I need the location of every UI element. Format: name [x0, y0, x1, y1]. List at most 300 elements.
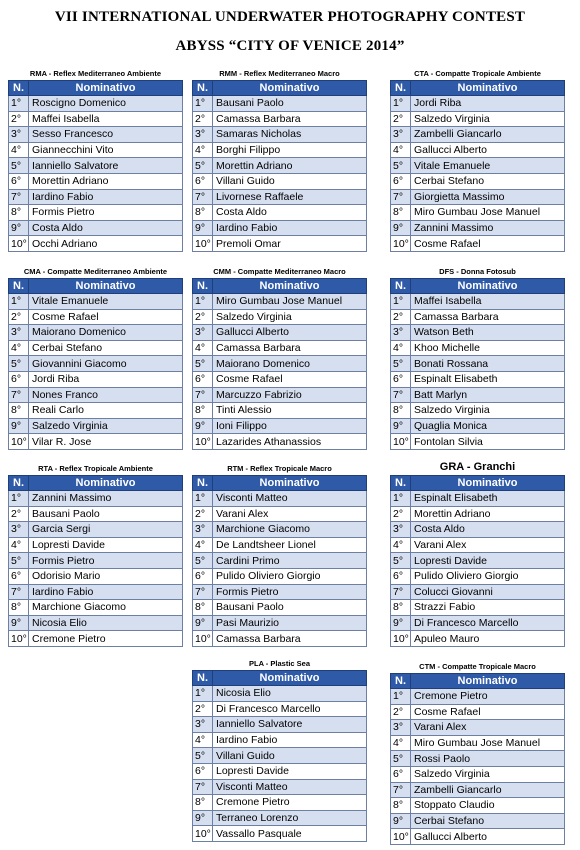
column-header-name: Nominativo	[411, 674, 565, 689]
rank-cell: 2°	[391, 704, 411, 720]
table-row	[9, 158, 183, 174]
table-row	[391, 158, 565, 174]
table-row	[193, 387, 367, 403]
name-cell: Reali Carlo	[29, 403, 183, 419]
name-cell: Ioni Filippo	[213, 418, 367, 434]
name-cell: Lopresti Davide	[411, 553, 565, 569]
table-row	[391, 720, 565, 736]
table-row	[193, 615, 367, 631]
rank-cell: 7°	[193, 189, 213, 205]
rank-cell: 9°	[9, 615, 29, 631]
rank-cell: 5°	[9, 356, 29, 372]
name-cell: Vilar R. Jose	[29, 434, 183, 450]
rank-cell: 3°	[391, 522, 411, 538]
table-row	[391, 506, 565, 522]
name-cell: Jordi Riba	[29, 371, 183, 387]
column-header-name: Nominativo	[213, 279, 367, 294]
rank-cell: 6°	[193, 763, 213, 779]
table-row	[193, 686, 367, 702]
ranking-table	[192, 278, 367, 450]
table-row	[391, 371, 565, 387]
ranking-table	[192, 475, 367, 647]
table-row	[193, 236, 367, 252]
name-cell: Giannecchini Vito	[29, 142, 183, 158]
table-row	[391, 220, 565, 236]
table-row	[193, 631, 367, 647]
table-row	[391, 309, 565, 325]
table-row	[9, 387, 183, 403]
table-row	[193, 701, 367, 717]
name-cell: Pulido Oliviero Giorgio	[411, 568, 565, 584]
category-caption: PLA - Plastic Sea	[249, 659, 310, 668]
name-cell: Pulido Oliviero Giorgio	[213, 568, 367, 584]
column-header-name: Nominativo	[411, 476, 565, 491]
column-header-name: Nominativo	[411, 81, 565, 96]
table-row	[391, 631, 565, 647]
rank-cell: 4°	[9, 537, 29, 553]
table-row	[193, 826, 367, 842]
table-row	[391, 205, 565, 221]
name-cell: Cosme Rafael	[411, 704, 565, 720]
name-cell: Camassa Barbara	[411, 309, 565, 325]
table-row	[391, 782, 565, 798]
table-row	[193, 810, 367, 826]
column-header-rank: N.	[193, 81, 213, 96]
column-header-name: Nominativo	[29, 81, 183, 96]
table-row	[9, 236, 183, 252]
name-cell: Camassa Barbara	[213, 340, 367, 356]
table-row	[9, 434, 183, 450]
table-row	[9, 220, 183, 236]
rank-cell: 6°	[391, 568, 411, 584]
name-cell: Morettin Adriano	[213, 158, 367, 174]
rank-cell: 9°	[193, 810, 213, 826]
column-header-name: Nominativo	[29, 476, 183, 491]
column-header-rank: N.	[391, 476, 411, 491]
table-row	[9, 615, 183, 631]
name-cell: Maiorano Domenico	[29, 325, 183, 341]
rank-cell: 3°	[193, 127, 213, 143]
name-cell: Giovannini Giacomo	[29, 356, 183, 372]
table-row	[193, 763, 367, 779]
table-row	[193, 418, 367, 434]
column-header-name: Nominativo	[29, 279, 183, 294]
rank-cell: 1°	[391, 294, 411, 310]
name-cell: Ianniello Salvatore	[29, 158, 183, 174]
rank-cell: 3°	[9, 127, 29, 143]
name-cell: Cardini Primo	[213, 553, 367, 569]
column-header-name: Nominativo	[213, 81, 367, 96]
table-row	[9, 127, 183, 143]
name-cell: Maffei Isabella	[29, 111, 183, 127]
name-cell: Rossi Paolo	[411, 751, 565, 767]
rank-cell: 2°	[9, 506, 29, 522]
table-row	[391, 142, 565, 158]
name-cell: Vitale Emanuele	[411, 158, 565, 174]
rank-cell: 7°	[193, 584, 213, 600]
rank-cell: 9°	[391, 220, 411, 236]
table-row	[193, 491, 367, 507]
name-cell: Maiorano Domenico	[213, 356, 367, 372]
name-cell: Salzedo Virginia	[29, 418, 183, 434]
table-row	[193, 205, 367, 221]
rank-cell: 3°	[193, 717, 213, 733]
rank-cell: 10°	[9, 631, 29, 647]
name-cell: Cremone Pietro	[411, 689, 565, 705]
name-cell: Camassa Barbara	[213, 111, 367, 127]
table-row	[391, 418, 565, 434]
rank-cell: 10°	[391, 434, 411, 450]
rank-cell: 10°	[193, 631, 213, 647]
table-row	[9, 189, 183, 205]
table-row	[9, 553, 183, 569]
name-cell: Tinti Alessio	[213, 403, 367, 419]
table-row	[391, 829, 565, 845]
name-cell: Samaras Nicholas	[213, 127, 367, 143]
rank-cell: 7°	[193, 387, 213, 403]
name-cell: Villani Guido	[213, 173, 367, 189]
table-row	[193, 294, 367, 310]
table-row	[391, 615, 565, 631]
name-cell: Formis Pietro	[29, 205, 183, 221]
rank-cell: 1°	[193, 491, 213, 507]
name-cell: Salzedo Virginia	[213, 309, 367, 325]
table-row	[193, 568, 367, 584]
name-cell: Bausani Paolo	[213, 96, 367, 112]
table-row	[9, 506, 183, 522]
name-cell: Gallucci Alberto	[213, 325, 367, 341]
table-row	[9, 371, 183, 387]
name-cell: Salzedo Virginia	[411, 111, 565, 127]
table-row	[391, 600, 565, 616]
rank-cell: 2°	[9, 111, 29, 127]
table-row	[193, 356, 367, 372]
rank-cell: 8°	[9, 205, 29, 221]
name-cell: Zambelli Giancarlo	[411, 127, 565, 143]
rank-cell: 5°	[391, 553, 411, 569]
name-cell: Varani Alex	[213, 506, 367, 522]
name-cell: Lopresti Davide	[213, 763, 367, 779]
category-table-block	[8, 68, 183, 252]
name-cell: Strazzi Fabio	[411, 600, 565, 616]
ranking-table	[390, 278, 565, 450]
table-row	[391, 403, 565, 419]
rank-cell: 8°	[193, 795, 213, 811]
rank-cell: 1°	[9, 491, 29, 507]
rank-cell: 5°	[193, 748, 213, 764]
name-cell: Giorgietta Massimo	[411, 189, 565, 205]
name-cell: Bausani Paolo	[213, 600, 367, 616]
table-row	[9, 584, 183, 600]
table-row	[193, 173, 367, 189]
name-cell: Colucci Giovanni	[411, 584, 565, 600]
rank-cell: 5°	[391, 158, 411, 174]
name-cell: Gallucci Alberto	[411, 829, 565, 845]
ranking-table	[8, 278, 183, 450]
name-cell: Formis Pietro	[29, 553, 183, 569]
name-cell: Stoppato Claudio	[411, 798, 565, 814]
rank-cell: 2°	[391, 111, 411, 127]
rank-cell: 8°	[193, 600, 213, 616]
table-row	[391, 356, 565, 372]
rank-cell: 10°	[391, 829, 411, 845]
name-cell: Morettin Adriano	[29, 173, 183, 189]
category-caption: CMA - Compatte Mediterraneo Ambiente	[23, 267, 168, 276]
table-row	[193, 309, 367, 325]
table-row	[9, 537, 183, 553]
rank-cell: 9°	[193, 615, 213, 631]
rank-cell: 7°	[391, 782, 411, 798]
name-cell: Apuleo Mauro	[411, 631, 565, 647]
category-table-block	[390, 266, 565, 450]
rank-cell: 1°	[391, 491, 411, 507]
name-cell: Cerbai Stefano	[411, 813, 565, 829]
rank-cell: 4°	[391, 340, 411, 356]
column-header-rank: N.	[391, 674, 411, 689]
rank-cell: 5°	[9, 158, 29, 174]
rank-cell: 1°	[193, 294, 213, 310]
rank-cell: 9°	[193, 220, 213, 236]
table-row	[193, 553, 367, 569]
rank-cell: 7°	[9, 584, 29, 600]
name-cell: Di Francesco Marcello	[213, 701, 367, 717]
rank-cell: 3°	[391, 325, 411, 341]
category-caption: CMM - Compatte Mediterraneo Macro	[213, 267, 346, 276]
rank-cell: 4°	[193, 732, 213, 748]
rank-cell: 3°	[193, 325, 213, 341]
category-table-block	[192, 658, 367, 842]
name-cell: De Landtsheer Lionel	[213, 537, 367, 553]
rank-cell: 8°	[193, 205, 213, 221]
name-cell: Iardino Fabio	[213, 220, 367, 236]
table-row	[391, 704, 565, 720]
table-row	[391, 553, 565, 569]
table-row	[193, 325, 367, 341]
rank-cell: 8°	[391, 205, 411, 221]
category-caption: RMM - Reflex Mediterraneo Macro	[219, 69, 340, 78]
table-row	[391, 189, 565, 205]
name-cell: Terraneo Lorenzo	[213, 810, 367, 826]
name-cell: Occhi Adriano	[29, 236, 183, 252]
name-cell: Zambelli Giancarlo	[411, 782, 565, 798]
table-row	[391, 735, 565, 751]
table-row	[193, 732, 367, 748]
column-header-rank: N.	[193, 279, 213, 294]
table-row	[391, 340, 565, 356]
name-cell: Miro Gumbau Jose Manuel	[411, 205, 565, 221]
table-row	[193, 779, 367, 795]
rank-cell: 8°	[391, 798, 411, 814]
rank-cell: 5°	[9, 553, 29, 569]
category-table-block	[8, 463, 183, 647]
rank-cell: 7°	[391, 189, 411, 205]
column-header-rank: N.	[9, 279, 29, 294]
name-cell: Nicosia Elio	[29, 615, 183, 631]
name-cell: Costa Aldo	[411, 522, 565, 538]
rank-cell: 8°	[9, 403, 29, 419]
rank-cell: 5°	[391, 751, 411, 767]
name-cell: Formis Pietro	[213, 584, 367, 600]
name-cell: Morettin Adriano	[411, 506, 565, 522]
name-cell: Nicosia Elio	[213, 686, 367, 702]
name-cell: Odorisio Mario	[29, 568, 183, 584]
rank-cell: 1°	[391, 689, 411, 705]
name-cell: Fontolan Silvia	[411, 434, 565, 450]
category-table-block	[192, 463, 367, 647]
category-caption: CTA - Compatte Tropicale Ambiente	[414, 69, 541, 78]
table-row	[9, 173, 183, 189]
name-cell: Livornese Raffaele	[213, 189, 367, 205]
table-row	[193, 434, 367, 450]
rank-cell: 9°	[391, 418, 411, 434]
table-row	[9, 294, 183, 310]
rank-cell: 4°	[193, 142, 213, 158]
column-header-rank: N.	[193, 476, 213, 491]
table-row	[9, 522, 183, 538]
name-cell: Nones Franco	[29, 387, 183, 403]
name-cell: Batt Marlyn	[411, 387, 565, 403]
table-row	[391, 766, 565, 782]
name-cell: Ianniello Salvatore	[213, 717, 367, 733]
table-row	[9, 340, 183, 356]
name-cell: Lopresti Davide	[29, 537, 183, 553]
category-caption: GRA - Granchi	[439, 461, 516, 473]
rank-cell: 8°	[391, 600, 411, 616]
table-row	[193, 403, 367, 419]
rank-cell: 5°	[193, 158, 213, 174]
rank-cell: 3°	[391, 127, 411, 143]
name-cell: Cerbai Stefano	[29, 340, 183, 356]
category-table-block	[8, 266, 183, 450]
rank-cell: 1°	[193, 96, 213, 112]
rank-cell: 6°	[9, 173, 29, 189]
name-cell: Pasi Maurizio	[213, 615, 367, 631]
name-cell: Vassallo Pasquale	[213, 826, 367, 842]
rank-cell: 7°	[391, 584, 411, 600]
name-cell: Maffei Isabella	[411, 294, 565, 310]
category-table-block	[390, 463, 565, 647]
table-row	[9, 356, 183, 372]
rank-cell: 1°	[9, 96, 29, 112]
name-cell: Cosme Rafael	[29, 309, 183, 325]
category-caption: RTM - Reflex Tropicale Macro	[227, 464, 332, 473]
rank-cell: 4°	[391, 142, 411, 158]
category-table-block	[192, 266, 367, 450]
rank-cell: 10°	[391, 236, 411, 252]
table-row	[193, 189, 367, 205]
rank-cell: 10°	[193, 236, 213, 252]
rank-cell: 3°	[9, 522, 29, 538]
name-cell: Premoli Omar	[213, 236, 367, 252]
rank-cell: 6°	[9, 371, 29, 387]
table-row	[391, 751, 565, 767]
table-row	[391, 325, 565, 341]
rank-cell: 9°	[391, 813, 411, 829]
name-cell: Salzedo Virginia	[411, 403, 565, 419]
table-row	[391, 434, 565, 450]
rank-cell: 3°	[391, 720, 411, 736]
rank-cell: 3°	[193, 522, 213, 538]
rank-cell: 8°	[391, 403, 411, 419]
name-cell: Marchione Giacomo	[213, 522, 367, 538]
category-table-block	[390, 68, 565, 252]
rank-cell: 7°	[193, 779, 213, 795]
table-row	[9, 418, 183, 434]
rank-cell: 5°	[391, 356, 411, 372]
name-cell: Sesso Francesco	[29, 127, 183, 143]
name-cell: Vitale Emanuele	[29, 294, 183, 310]
name-cell: Borghi Filippo	[213, 142, 367, 158]
column-header-rank: N.	[391, 279, 411, 294]
name-cell: Zannini Massimo	[411, 220, 565, 236]
rank-cell: 4°	[391, 537, 411, 553]
rank-cell: 6°	[193, 173, 213, 189]
table-row	[391, 689, 565, 705]
name-cell: Camassa Barbara	[213, 631, 367, 647]
name-cell: Di Francesco Marcello	[411, 615, 565, 631]
table-row	[9, 96, 183, 112]
rank-cell: 3°	[9, 325, 29, 341]
rank-cell: 10°	[193, 434, 213, 450]
table-row	[193, 537, 367, 553]
rank-cell: 4°	[9, 142, 29, 158]
rank-cell: 4°	[193, 340, 213, 356]
table-row	[391, 568, 565, 584]
name-cell: Lazarides Athanassios	[213, 434, 367, 450]
page-subtitle: ABYSS “CITY OF VENICE 2014”	[175, 38, 405, 54]
name-cell: Cosme Rafael	[411, 236, 565, 252]
table-row	[391, 522, 565, 538]
name-cell: Iardino Fabio	[29, 584, 183, 600]
name-cell: Cremone Pietro	[213, 795, 367, 811]
name-cell: Espinalt Elisabeth	[411, 491, 565, 507]
category-caption: DFS - Donna Fotosub	[439, 267, 516, 276]
ranking-table	[192, 670, 367, 842]
table-row	[193, 748, 367, 764]
column-header-name: Nominativo	[213, 671, 367, 686]
table-row	[193, 600, 367, 616]
rank-cell: 6°	[193, 371, 213, 387]
rank-cell: 10°	[9, 434, 29, 450]
name-cell: Salzedo Virginia	[411, 766, 565, 782]
name-cell: Villani Guido	[213, 748, 367, 764]
rank-cell: 9°	[391, 615, 411, 631]
ranking-table	[390, 673, 565, 845]
rank-cell: 6°	[9, 568, 29, 584]
table-row	[193, 127, 367, 143]
name-cell: Cosme Rafael	[213, 371, 367, 387]
rank-cell: 4°	[391, 735, 411, 751]
rank-cell: 2°	[193, 506, 213, 522]
name-cell: Bonati Rossana	[411, 356, 565, 372]
name-cell: Varani Alex	[411, 537, 565, 553]
name-cell: Varani Alex	[411, 720, 565, 736]
table-row	[9, 568, 183, 584]
ranking-table	[8, 80, 183, 252]
name-cell: Bausani Paolo	[29, 506, 183, 522]
table-row	[391, 387, 565, 403]
ranking-table	[8, 475, 183, 647]
category-caption: CTM - Compatte Tropicale Macro	[419, 662, 536, 671]
table-row	[9, 631, 183, 647]
name-cell: Espinalt Elisabeth	[411, 371, 565, 387]
table-row	[193, 96, 367, 112]
ranking-table	[390, 80, 565, 252]
rank-cell: 9°	[9, 220, 29, 236]
rank-cell: 2°	[193, 111, 213, 127]
table-row	[193, 142, 367, 158]
name-cell: Iardino Fabio	[29, 189, 183, 205]
